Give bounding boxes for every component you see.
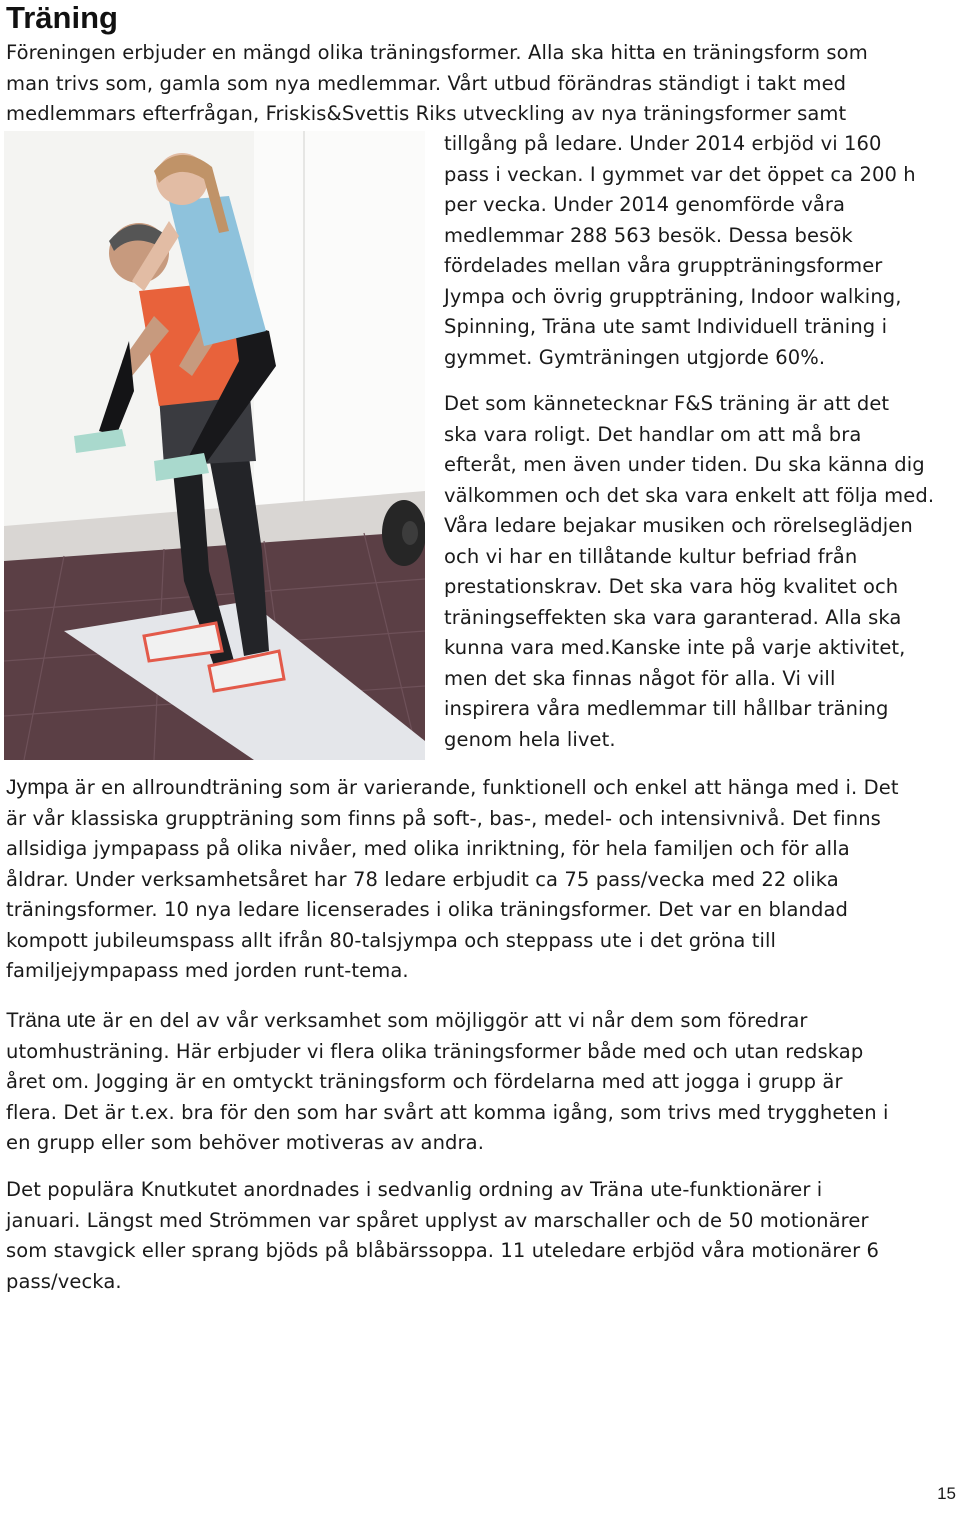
piggyback-jump-image	[4, 131, 425, 760]
text-line: pass/vecka.	[6, 1269, 122, 1293]
jympa-lead: Jympa	[6, 776, 69, 799]
page-number: 15	[937, 1484, 956, 1503]
text-line: året om. Jogging är en omtyckt träningsform och fördelarna med att jogga i grupp är	[6, 1070, 843, 1093]
trana-ute-lead: Träna ute	[6, 1009, 97, 1032]
trana-ute-paragraph	[6, 1006, 956, 1159]
text-line: efteråt, men även under tiden. Du ska känna dig	[444, 453, 925, 476]
text-line: träningseffekten ska vara garanterad. Alla ska	[444, 605, 902, 629]
text-line: träningsformer. 10 nya ledare licenserades i olika träningsformer. Det var en blandad	[6, 898, 849, 921]
text-line: är en del av vår verksamhet som möjliggör att vi når dem som föredrar	[96, 1009, 808, 1032]
text-line: är en allroundträning som är varierande, funktionell och enkel att hänga med i. Det	[68, 776, 899, 799]
text-line: per vecka. Under 2014 genomförde våra	[444, 193, 846, 216]
text-line: men det ska finnas något för alla. Vi vill	[444, 666, 836, 690]
text-line: genom hela livet.	[444, 727, 616, 751]
text-line: gymmet. Gymträningen utgjorde 60%.	[444, 345, 826, 369]
text-line: familjejympapass med jorden runt-tema.	[6, 959, 409, 982]
text-line: januari. Längst med Strömmen var spåret upplyst av marschaller och de 50 motionärer	[6, 1208, 869, 1232]
text-line: utomhusträning. Här erbjuder vi flera olika träningsformer både med och utan redskap	[6, 1039, 864, 1063]
text-line: inspirera våra medlemmar till hållbar träning	[444, 697, 889, 720]
training-photo	[4, 131, 425, 760]
text-line: ska vara roligt. Det handlar om att må bra	[444, 422, 862, 446]
text-line: Det som kännetecknar F&S träning är att det	[444, 392, 890, 415]
fs-training-paragraph	[444, 389, 959, 755]
text-line: Föreningen erbjuder en mängd olika träningsformer. Alla ska hitta en träningsform som	[6, 41, 868, 64]
text-line: välkommen och det ska vara enkelt att följa med.	[444, 483, 935, 507]
text-line: prestationskrav. Det ska vara hög kvalitet och	[444, 575, 899, 598]
text-line: som stavgick eller sprang bjöds på blåbärssoppa. 11 uteledare erbjöd våra motionärer 6	[6, 1239, 880, 1262]
text-line: Spinning, Träna ute samt Individuell träning i	[444, 315, 888, 338]
text-line: Våra ledare bejakar musiken och rörelseglädjen	[444, 514, 913, 537]
text-line: medlemmar 288 563 besök. Dessa besök	[444, 223, 853, 247]
text-line: Det populära Knutkutet anordnades i sedvanlig ordning av Träna ute-funktionärer i	[6, 1178, 823, 1201]
text-line: man trivs som, gamla som nya medlemmar. Vårt utbud förändras ständigt i takt med	[6, 71, 847, 95]
text-line: allsidiga jympapass på olika nivåer, med olika inriktning, för hela familjen och för alla	[6, 837, 850, 860]
text-line: Jympa och övrig gruppträning, Indoor walking,	[444, 284, 902, 308]
jympa-paragraph	[6, 773, 956, 987]
page-title: Träning	[6, 0, 118, 35]
text-line: en grupp eller som behöver motiveras av andra.	[6, 1131, 484, 1154]
text-line: kompott jubileumspass allt ifrån 80-talsjympa och steppass ute i det gröna till	[6, 928, 777, 952]
text-line: är vår klassiska gruppträning som finns på soft-, bas-, medel- och intensivnivå. Det finns	[6, 806, 881, 830]
text-line: medlemmars efterfrågan, Friskis&Svettis Riks utveckling av nya träningsformer samt	[6, 102, 847, 125]
text-line: åldrar. Under verksamhetsåret har 78 ledare erbjudit ca 75 pass/vecka med 22 olika	[6, 867, 839, 891]
text-line: pass i veckan. I gymmet var det öppet ca 200 h	[444, 162, 916, 186]
intro-paragraph-continued	[444, 129, 959, 373]
knutkutet-paragraph	[6, 1175, 956, 1297]
intro-paragraph	[6, 38, 951, 130]
text-line: fördelades mellan våra gruppträningsformer	[444, 254, 883, 277]
text-line: och vi har en tillåtande kultur befriad från	[444, 544, 858, 568]
text-line: kunna vara med.Kanske inte på varje aktivitet,	[444, 636, 906, 659]
text-line: flera. Det är t.ex. bra för den som har svårt att komma igång, som trivs med tryggheten i	[6, 1100, 889, 1124]
text-line: tillgång på ledare. Under 2014 erbjöd vi 160	[444, 132, 882, 155]
